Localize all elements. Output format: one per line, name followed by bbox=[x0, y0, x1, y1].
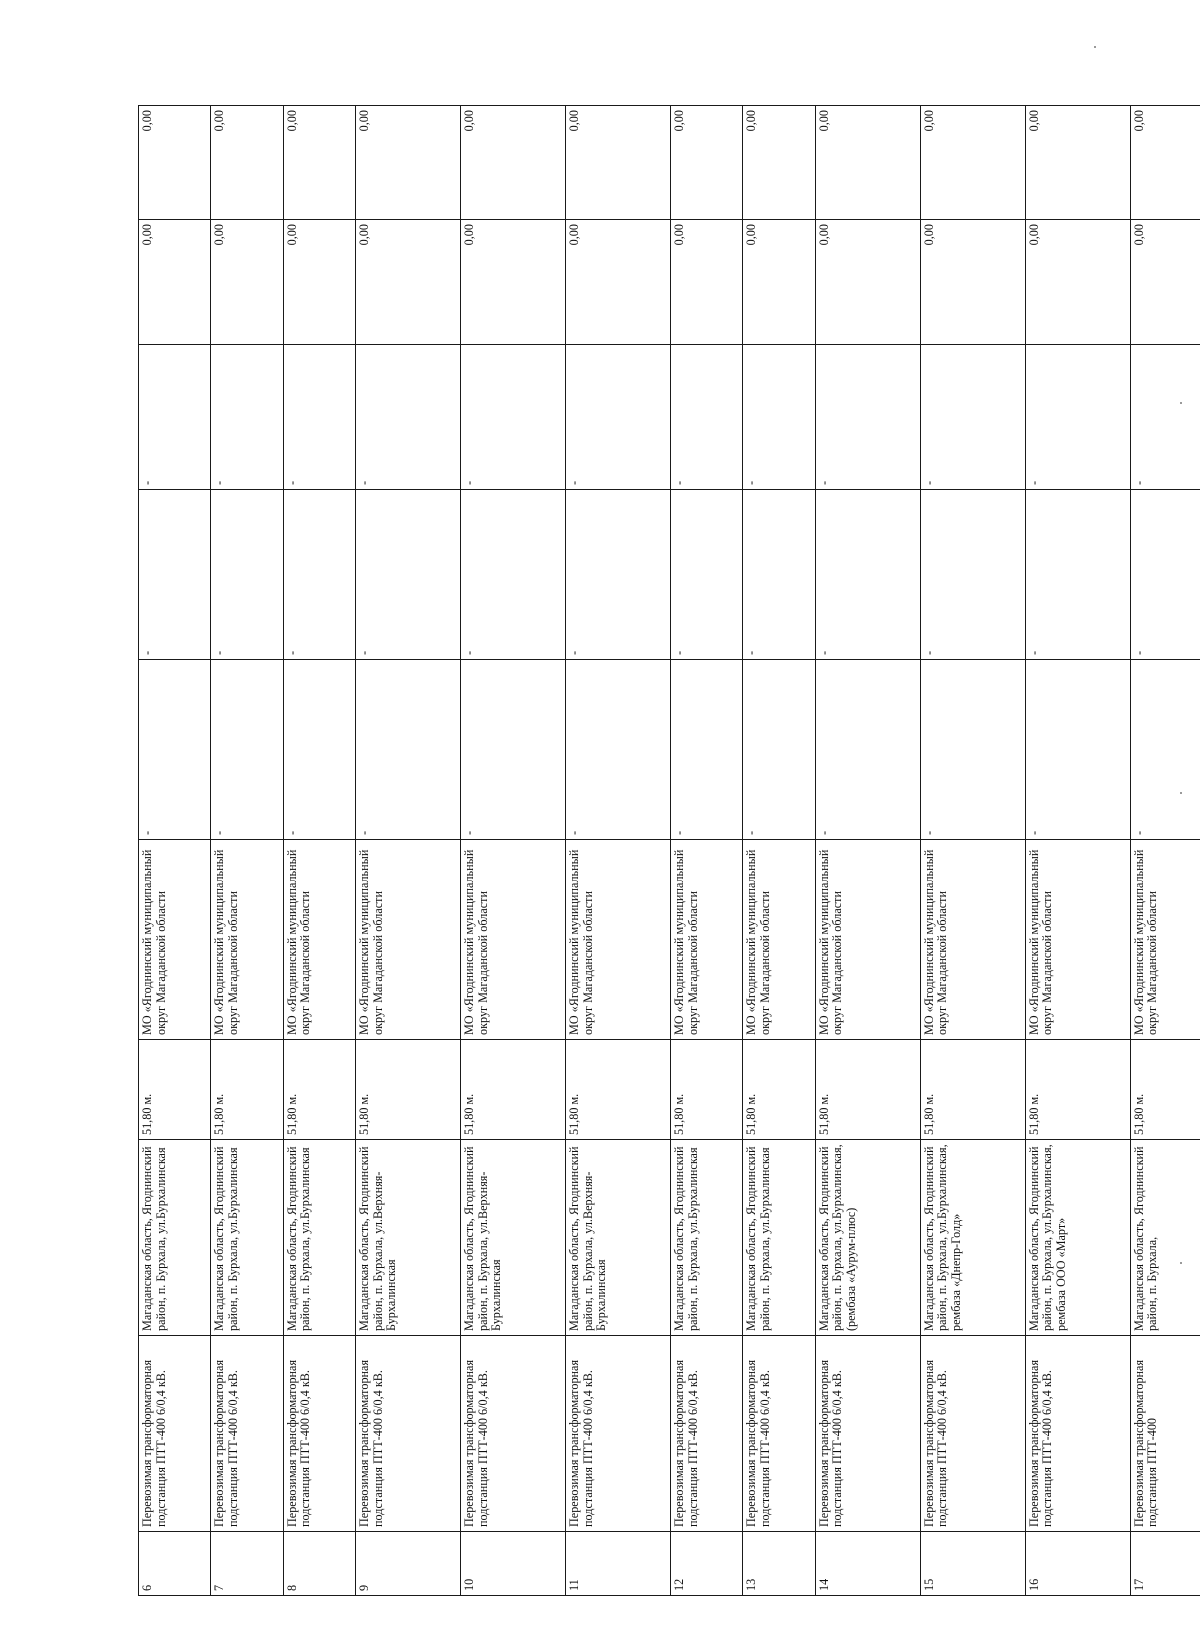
cell-name: Перевозимая трансформаторная подстанция ПТТ-400 6/0,4 кВ. bbox=[743, 1336, 815, 1532]
cell-municipality: МО «Ягоднинский муниципальный округ Магаданской области bbox=[139, 840, 211, 1040]
cell-col-8: - bbox=[1025, 345, 1130, 490]
cell-col-7: - bbox=[565, 490, 670, 660]
cell-address: Магаданская область, Ягоднинский район, п. Бурхала, ул.Бурхалинская bbox=[743, 1140, 815, 1336]
cell-length: 51,80 м. bbox=[815, 1040, 920, 1140]
cell-col-8: - bbox=[565, 345, 670, 490]
cell-length: 51,80 м. bbox=[211, 1040, 283, 1140]
cell-municipality: МО «Ягоднинский муниципальный округ Магаданской области bbox=[743, 840, 815, 1040]
cell-col-6: - bbox=[1025, 660, 1130, 840]
cell-address: Магаданская область, Ягоднинский район, п. Бурхала, ул.Бурхалинская bbox=[670, 1140, 742, 1336]
cell-col-6: - bbox=[670, 660, 742, 840]
cell-municipality: МО «Ягоднинский муниципальный округ Магаданской области bbox=[356, 840, 461, 1040]
cell-address: Магаданская область, Ягоднинский район, п. Бурхала, ул.Бурхалинская, рембаза ООО «Март» bbox=[1025, 1140, 1130, 1336]
cell-number: 9 bbox=[356, 1532, 461, 1596]
cell-col-7: - bbox=[283, 490, 355, 660]
cell-col-10: 0,00 bbox=[283, 106, 355, 220]
cell-col-10: 0,00 bbox=[356, 106, 461, 220]
scan-speck bbox=[1180, 1262, 1182, 1264]
cell-municipality: МО «Ягоднинский муниципальный округ Магаданской области bbox=[670, 840, 742, 1040]
cell-length: 51,80 м. bbox=[356, 1040, 461, 1140]
cell-col-7: - bbox=[1130, 490, 1200, 660]
scan-speck bbox=[1180, 792, 1182, 794]
cell-name: Перевозимая трансформаторная подстанция ПТТ-400 6/0,4 кВ. bbox=[356, 1336, 461, 1532]
cell-municipality: МО «Ягоднинский муниципальный округ Магаданской области bbox=[1025, 840, 1130, 1040]
cell-name: Перевозимая трансформаторная подстанция ПТТ-400 6/0,4 кВ. bbox=[461, 1336, 566, 1532]
cell-address: Магаданская область, Ягоднинский район, п. Бурхала, ул.Бурхалинская, рембаза «Днепр-Голд» bbox=[920, 1140, 1025, 1336]
table-row bbox=[920, 106, 1025, 1596]
cell-col-8: - bbox=[670, 345, 742, 490]
table-row bbox=[211, 106, 283, 1596]
cell-address: Магаданская область, Ягоднинский район, п. Бурхала, bbox=[1130, 1140, 1200, 1336]
cell-name: Перевозимая трансформаторная подстанция ПТТ-400 6/0,4 кВ. bbox=[283, 1336, 355, 1532]
cell-municipality: МО «Ягоднинский муниципальный округ Магаданской области bbox=[461, 840, 566, 1040]
cell-length: 51,80 м. bbox=[139, 1040, 211, 1140]
cell-col-9: 0,00 bbox=[920, 220, 1025, 345]
cell-col-7: - bbox=[920, 490, 1025, 660]
cell-number: 12 bbox=[670, 1532, 742, 1596]
cell-municipality: МО «Ягоднинский муниципальный округ Магаданской области bbox=[211, 840, 283, 1040]
scan-speck bbox=[1180, 402, 1182, 404]
cell-length: 51,80 м. bbox=[461, 1040, 566, 1140]
cell-col-8: - bbox=[920, 345, 1025, 490]
cell-number: 13 bbox=[743, 1532, 815, 1596]
table-row bbox=[815, 106, 920, 1596]
cell-name: Перевозимая трансформаторная подстанция ПТТ-400 6/0,4 кВ. bbox=[211, 1336, 283, 1532]
cell-address: Магаданская область, Ягоднинский район, п. Бурхала, ул.Верхняя-Бурхалинская bbox=[461, 1140, 566, 1336]
table-row bbox=[670, 106, 742, 1596]
cell-address: Магаданская область, Ягоднинский район, п. Бурхала, ул.Бурхалинская bbox=[283, 1140, 355, 1336]
table-row bbox=[1025, 106, 1130, 1596]
cell-length: 51,80 м. bbox=[1025, 1040, 1130, 1140]
cell-col-8: - bbox=[211, 345, 283, 490]
cell-length: 51,80 м. bbox=[670, 1040, 742, 1140]
cell-number: 14 bbox=[815, 1532, 920, 1596]
cell-col-9: 0,00 bbox=[139, 220, 211, 345]
cell-col-9: 0,00 bbox=[356, 220, 461, 345]
cell-col-10: 0,00 bbox=[815, 106, 920, 220]
cell-col-10: 0,00 bbox=[1130, 106, 1200, 220]
cell-col-9: 0,00 bbox=[670, 220, 742, 345]
cell-col-8: - bbox=[743, 345, 815, 490]
table-row bbox=[283, 106, 355, 1596]
cell-col-9: 0,00 bbox=[743, 220, 815, 345]
cell-col-9: 0,00 bbox=[461, 220, 566, 345]
cell-name: Перевозимая трансформаторная подстанция ПТТ-400 6/0,4 кВ. bbox=[565, 1336, 670, 1532]
cell-col-8: - bbox=[356, 345, 461, 490]
cell-col-7: - bbox=[211, 490, 283, 660]
cell-number: 16 bbox=[1025, 1532, 1130, 1596]
cell-col-6: - bbox=[743, 660, 815, 840]
cell-col-9: 0,00 bbox=[565, 220, 670, 345]
cell-col-7: - bbox=[1025, 490, 1130, 660]
cell-number: 6 bbox=[139, 1532, 211, 1596]
cell-name: Перевозимая трансформаторная подстанция ПТТ-400 6/0,4 кВ. bbox=[670, 1336, 742, 1532]
cell-col-6: - bbox=[211, 660, 283, 840]
cell-number: 15 bbox=[920, 1532, 1025, 1596]
cell-col-6: - bbox=[565, 660, 670, 840]
scan-speck bbox=[1094, 46, 1096, 48]
cell-col-6: - bbox=[920, 660, 1025, 840]
cell-length: 51,80 м. bbox=[1130, 1040, 1200, 1140]
cell-length: 51,80 м. bbox=[565, 1040, 670, 1140]
cell-length: 51,80 м. bbox=[283, 1040, 355, 1140]
cell-col-10: 0,00 bbox=[670, 106, 742, 220]
cell-col-6: - bbox=[356, 660, 461, 840]
cell-col-6: - bbox=[461, 660, 566, 840]
cell-col-10: 0,00 bbox=[461, 106, 566, 220]
cell-name: Перевозимая трансформаторная подстанция ПТТ-400 6/0,4 кВ. bbox=[1025, 1336, 1130, 1532]
cell-name: Перевозимая трансформаторная подстанция ПТТ-400 6/0,4 кВ. bbox=[815, 1336, 920, 1532]
cell-col-10: 0,00 bbox=[211, 106, 283, 220]
cell-name: Перевозимая трансформаторная подстанция ПТТ-400 bbox=[1130, 1336, 1200, 1532]
cell-municipality: МО «Ягоднинский муниципальный округ Магаданской области bbox=[815, 840, 920, 1040]
substation-register-table bbox=[138, 105, 1200, 1596]
cell-name: Перевозимая трансформаторная подстанция ПТТ-400 6/0,4 кВ. bbox=[920, 1336, 1025, 1532]
cell-col-6: - bbox=[139, 660, 211, 840]
cell-col-8: - bbox=[461, 345, 566, 490]
cell-col-6: - bbox=[815, 660, 920, 840]
cell-col-7: - bbox=[670, 490, 742, 660]
cell-col-9: 0,00 bbox=[1130, 220, 1200, 345]
cell-number: 7 bbox=[211, 1532, 283, 1596]
table-row bbox=[356, 106, 461, 1596]
cell-number: 10 bbox=[461, 1532, 566, 1596]
cell-municipality: МО «Ягоднинский муниципальный округ Магаданской области bbox=[1130, 840, 1200, 1040]
cell-number: 11 bbox=[565, 1532, 670, 1596]
cell-number: 17 bbox=[1130, 1532, 1200, 1596]
cell-col-7: - bbox=[139, 490, 211, 660]
cell-col-6: - bbox=[1130, 660, 1200, 840]
cell-number: 8 bbox=[283, 1532, 355, 1596]
cell-municipality: МО «Ягоднинский муниципальный округ Магаданской области bbox=[565, 840, 670, 1040]
cell-col-9: 0,00 bbox=[283, 220, 355, 345]
cell-col-7: - bbox=[743, 490, 815, 660]
cell-name: Перевозимая трансформаторная подстанция ПТТ-400 6/0,4 кВ. bbox=[139, 1336, 211, 1532]
cell-col-7: - bbox=[815, 490, 920, 660]
cell-col-8: - bbox=[139, 345, 211, 490]
cell-col-10: 0,00 bbox=[743, 106, 815, 220]
cell-col-10: 0,00 bbox=[1025, 106, 1130, 220]
table-body bbox=[139, 106, 1200, 1596]
cell-col-8: - bbox=[1130, 345, 1200, 490]
cell-col-9: 0,00 bbox=[211, 220, 283, 345]
cell-address: Магаданская область, Ягоднинский район, п. Бурхала, ул.Бурхалинская bbox=[211, 1140, 283, 1336]
cell-col-9: 0,00 bbox=[1025, 220, 1130, 345]
cell-address: Магаданская область, Ягоднинский район, п. Бурхала, ул.Бурхалинская, (рембаза «Аурум-плюс) bbox=[815, 1140, 920, 1336]
table-row bbox=[743, 106, 815, 1596]
cell-col-6: - bbox=[283, 660, 355, 840]
table-row bbox=[565, 106, 670, 1596]
cell-col-10: 0,00 bbox=[139, 106, 211, 220]
cell-municipality: МО «Ягоднинский муниципальный округ Магаданской области bbox=[283, 840, 355, 1040]
cell-length: 51,80 м. bbox=[743, 1040, 815, 1140]
cell-municipality: МО «Ягоднинский муниципальный округ Магаданской области bbox=[920, 840, 1025, 1040]
table-row bbox=[461, 106, 566, 1596]
table-row bbox=[1130, 106, 1200, 1596]
cell-col-7: - bbox=[356, 490, 461, 660]
cell-col-10: 0,00 bbox=[565, 106, 670, 220]
cell-col-8: - bbox=[283, 345, 355, 490]
cell-col-7: - bbox=[461, 490, 566, 660]
cell-length: 51,80 м. bbox=[920, 1040, 1025, 1140]
cell-address: Магаданская область, Ягоднинский район, п. Бурхала, ул.Верхняя-Бурхалинская bbox=[565, 1140, 670, 1336]
cell-address: Магаданская область, Ягоднинский район, п. Бурхала, ул.Бурхалинская bbox=[139, 1140, 211, 1336]
cell-col-9: 0,00 bbox=[815, 220, 920, 345]
cell-address: Магаданская область, Ягоднинский район, п. Бурхала, ул.Верхняя-Бурхалинская bbox=[356, 1140, 461, 1336]
rotated-sheet bbox=[138, 106, 1200, 1596]
cell-col-10: 0,00 bbox=[920, 106, 1025, 220]
cell-col-8: - bbox=[815, 345, 920, 490]
table-row bbox=[139, 106, 211, 1596]
